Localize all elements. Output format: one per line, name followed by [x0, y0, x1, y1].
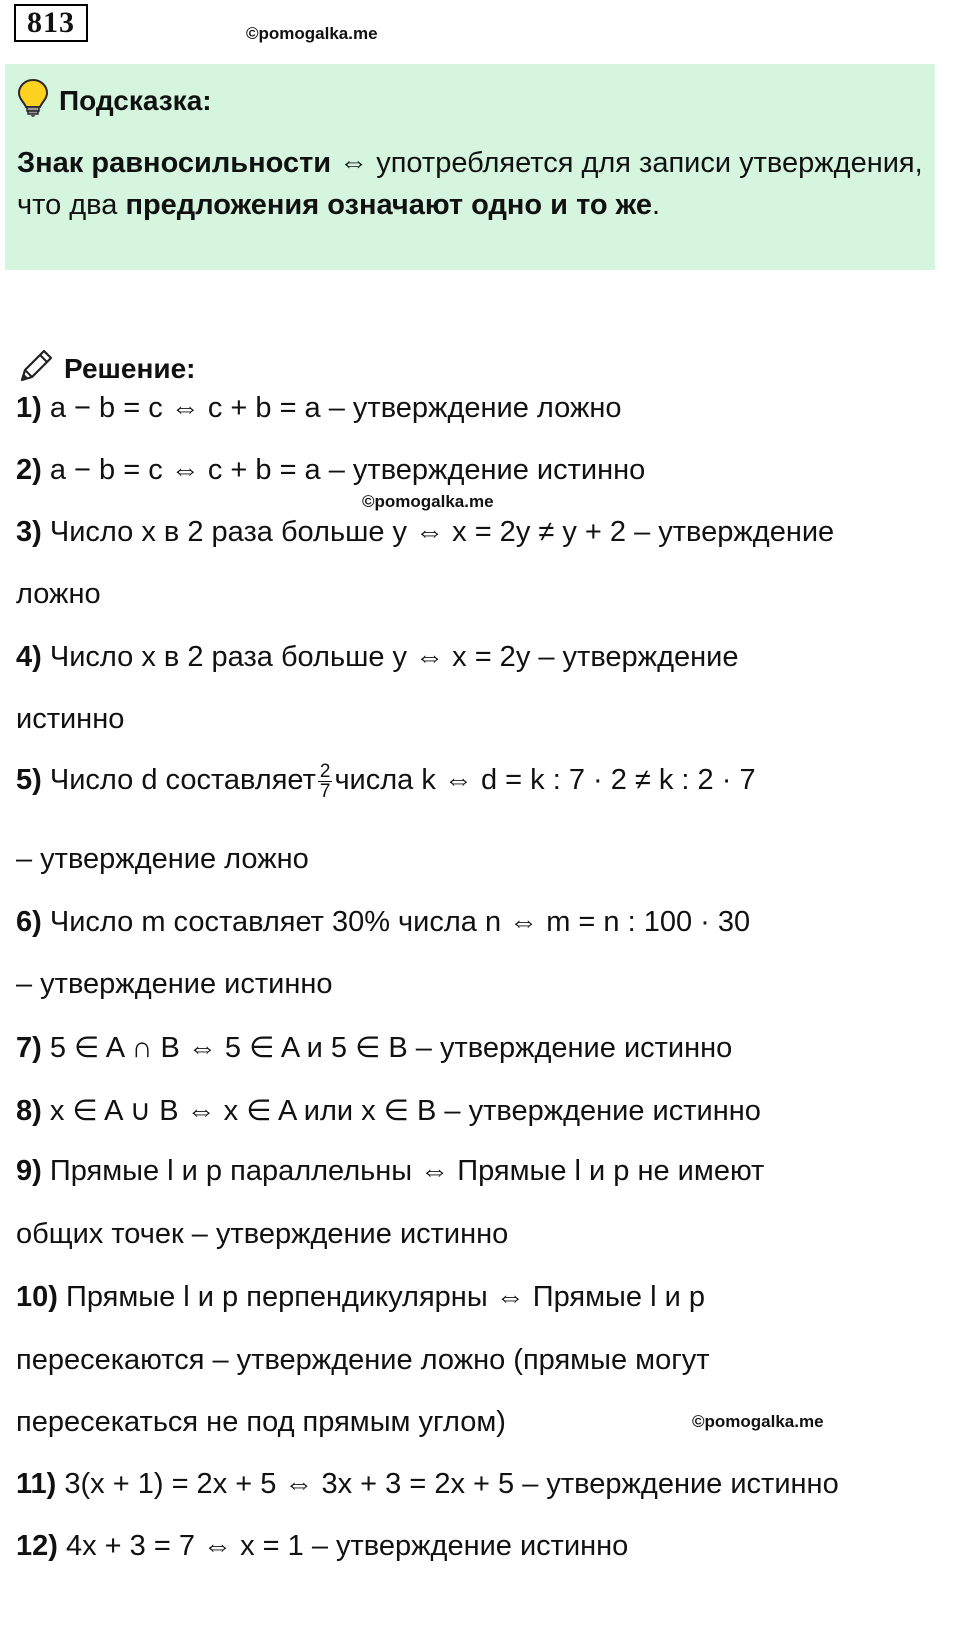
item-text: Число x в 2 раза больше y ⇔ x = 2y – утверждение — [49, 641, 739, 673]
solution-line-2 — [16, 454, 645, 487]
item-number: 2) — [16, 454, 42, 486]
item-number: 8) — [16, 1095, 42, 1127]
item-number: 4) — [16, 641, 42, 673]
item-text: числа k ⇔ d = k : 7 · 2 ≠ k : 2 · 7 — [334, 764, 756, 797]
pencil-icon — [16, 346, 56, 391]
hint-bold-2: предложения означают одно и то же — [125, 189, 652, 221]
solution-line-8 — [16, 1093, 761, 1128]
solution-line-4 — [16, 641, 738, 674]
solution-line-5 — [16, 762, 756, 801]
solution-title: Решение: — [64, 352, 196, 384]
solution-line-3-cont: ложно — [16, 578, 101, 610]
solution-line-12 — [16, 1530, 628, 1563]
item-number: 10) — [16, 1281, 58, 1313]
item-number: 5) — [16, 764, 42, 797]
solution-line-10-cont2: пересекаться не под прямым углом) — [16, 1406, 506, 1438]
item-number: 6) — [16, 906, 42, 938]
item-text: a − b = c ⇔ c + b = a – утверждение истинно — [49, 454, 646, 486]
hint-text — [17, 142, 927, 226]
item-number: 9) — [16, 1155, 42, 1187]
item-text: Число m составляет 30% числа n ⇔ m = n : 100 · 30 — [49, 906, 751, 938]
solution-line-10 — [16, 1281, 705, 1314]
solution-line-1 — [16, 392, 622, 425]
solution-line-4-cont: истинно — [16, 703, 125, 735]
hint-box — [5, 64, 935, 270]
watermark: ©pomogalka.me — [246, 24, 378, 43]
item-text: 5 ∈ A ∩ B ⇔ 5 ∈ A и 5 ∈ B – утверждение истинно — [49, 1032, 733, 1064]
fraction-numerator: 2 — [319, 761, 331, 782]
hint-text-1: употребляется для записи утверждения, что два — [17, 147, 923, 221]
problem-number: 813 — [14, 4, 88, 42]
lightbulb-icon — [17, 78, 49, 123]
watermark: ©pomogalka.me — [362, 492, 494, 511]
hint-bold-1: Знак равносильности ⇔ — [17, 147, 369, 179]
item-text: a − b = c ⇔ c + b = a – утверждение ложно — [49, 392, 622, 424]
item-number: 11) — [16, 1468, 57, 1500]
solution-line-6 — [16, 906, 750, 939]
hint-header — [17, 78, 212, 123]
item-number: 1) — [16, 392, 42, 424]
hint-text-2: . — [651, 189, 661, 221]
item-number: 7) — [16, 1032, 42, 1064]
item-text: 3(x + 1) = 2x + 5 ⇔ 3x + 3 = 2x + 5 – утверждение истинно — [64, 1468, 839, 1500]
item-text: Прямые l и p параллельны ⇔ Прямые l и p не имеют — [49, 1155, 765, 1187]
solution-line-5-cont: – утверждение ложно — [16, 843, 309, 875]
solution-header — [16, 346, 195, 391]
solution-line-10-cont: пересекаются – утверждение ложно (прямые могут — [16, 1344, 710, 1376]
hint-title: Подсказка: — [59, 84, 212, 116]
item-text: 4x + 3 = 7 ⇔ x = 1 – утверждение истинно — [65, 1530, 629, 1562]
watermark: ©pomogalka.me — [692, 1412, 824, 1431]
fraction-two-sevenths — [318, 762, 333, 801]
item-number: 3) — [16, 516, 42, 548]
solution-line-9 — [16, 1155, 764, 1188]
solution-line-6-cont: – утверждение истинно — [16, 968, 333, 1000]
fraction-denominator: 7 — [319, 781, 331, 802]
item-number: 12) — [16, 1530, 58, 1562]
item-text: Число d составляет — [49, 764, 316, 797]
solution-line-11 — [16, 1468, 839, 1501]
item-text: x ∈ A ∪ B ⇔ x ∈ A или x ∈ B – утверждение истинно — [49, 1095, 761, 1127]
item-text: Прямые l и p перпендикулярны ⇔ Прямые l и p — [65, 1281, 705, 1313]
item-text: Число x в 2 раза больше y ⇔ x = 2y ≠ y + 2 – утверждение — [49, 516, 835, 548]
solution-line-9-cont: общих точек – утверждение истинно — [16, 1218, 509, 1250]
solution-line-3 — [16, 516, 834, 549]
solution-line-7 — [16, 1030, 732, 1065]
